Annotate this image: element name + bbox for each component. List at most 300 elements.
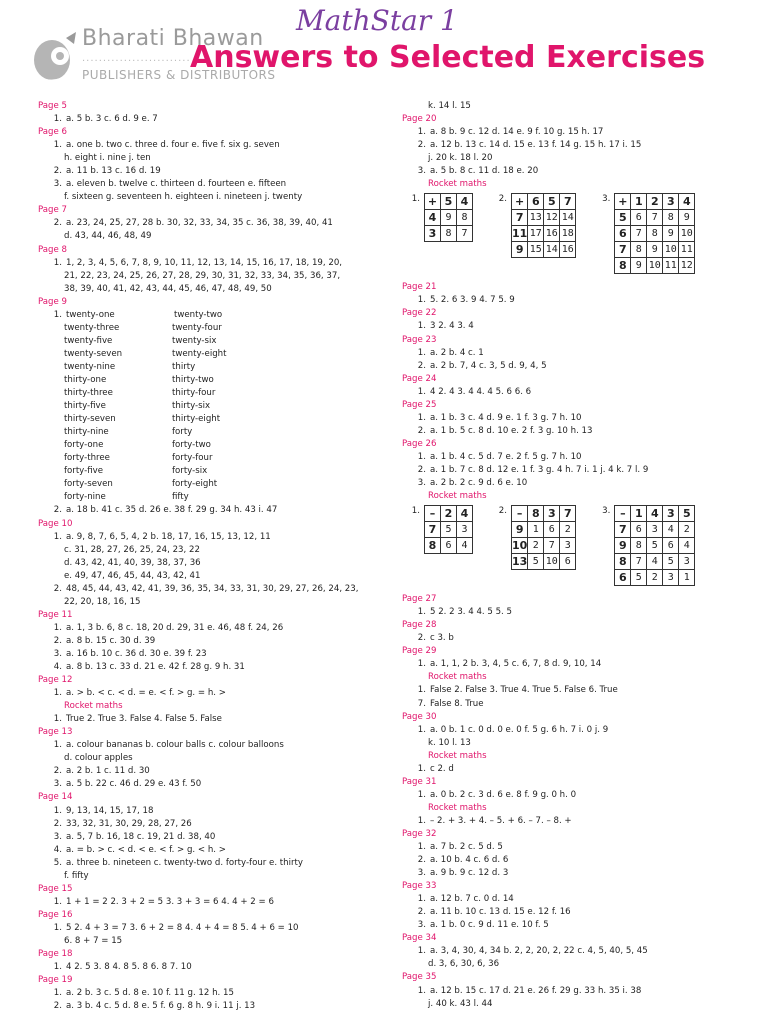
grid-cell: 4 <box>679 538 695 554</box>
answer-line <box>38 113 390 126</box>
answer-text: 4 2. 5 3. 8 4. 8 5. 8 6. 8 7. 10 <box>66 962 192 973</box>
answer-line <box>38 1000 390 1013</box>
answer-text: a. 2 b. 2 c. 9 d. 6 e. 10 <box>430 478 528 489</box>
answer-line <box>402 854 762 867</box>
rocket-maths-heading: Rocket maths <box>428 802 487 813</box>
grid-cell: 2 <box>441 506 457 522</box>
number-name: forty-eight <box>172 479 218 490</box>
number-name: forty-four <box>172 453 213 464</box>
question-number: 3. <box>53 648 62 659</box>
publisher-name: Bharati Bhawan <box>82 26 264 51</box>
grid-cell: 9 <box>441 210 457 226</box>
grid-cell: 4 <box>457 506 473 522</box>
page-heading: Page 34 <box>402 933 437 944</box>
question-number: 3. <box>53 779 62 790</box>
page-heading: Page 33 <box>402 881 437 892</box>
grid-cell: 7 <box>512 210 528 226</box>
grid-cell: 5 <box>647 538 663 554</box>
answer-text: c 3. b <box>430 633 454 644</box>
grid-cell: 1 <box>631 194 647 210</box>
answer-line <box>38 531 390 544</box>
number-name: thirty-three <box>64 388 113 399</box>
answer-line <box>38 165 390 178</box>
grid-cell: 8 <box>615 554 631 570</box>
answer-line <box>402 425 762 438</box>
number-name-pair <box>38 413 390 426</box>
grid-label: 3. <box>602 506 611 517</box>
grid-cell: 12 <box>679 258 695 274</box>
rocket-maths-heading: Rocket maths <box>428 750 487 761</box>
grid-cell: 6 <box>528 194 544 210</box>
answer-line <box>402 126 762 139</box>
page-heading: Page 27 <box>402 594 437 605</box>
number-name: twenty-four <box>172 322 222 333</box>
grid-cell: 16 <box>544 226 560 242</box>
question-number: 1. <box>417 659 426 670</box>
grid-cell: 6 <box>615 570 631 586</box>
grid-cell: 14 <box>544 242 560 258</box>
page-heading: Page 9 <box>38 296 68 307</box>
grid-cell: 11 <box>512 227 528 241</box>
grid-cell: 4 <box>425 210 441 226</box>
answer-continuation: 6. 8 + 7 = 15 <box>64 936 123 946</box>
question-number: 1. <box>53 740 62 751</box>
operation-grid <box>424 505 473 554</box>
answer-continuation: c. 31, 28, 27, 26, 25, 24, 23, 22 <box>64 544 200 555</box>
question-number: 1. <box>417 894 426 905</box>
answer-line <box>38 818 390 831</box>
answer-text: a. colour bananas b. colour balls c. colour balloons <box>66 740 284 751</box>
grid-cell: 8 <box>425 538 441 554</box>
answer-text: 3 2. 4 3. 4 <box>430 321 474 332</box>
page-heading: Page 16 <box>38 909 73 920</box>
grid-cell: 3 <box>679 554 695 570</box>
number-name: thirty-four <box>172 388 216 399</box>
grid-cell: 1 <box>528 522 544 538</box>
answer-text: a. 1 b. 7 c. 8 d. 12 e. 1 f. 3 g. 4 h. 7 i. 1 j. 4 k. 7 l. 9 <box>430 464 649 475</box>
answer-text: 33, 32, 31, 30, 29, 28, 27, 26 <box>66 818 192 829</box>
answer-line <box>402 360 762 373</box>
number-name: thirty-six <box>172 401 211 412</box>
question-number: 1. <box>417 685 426 696</box>
answer-line <box>402 464 762 477</box>
grid-cell: 2 <box>560 522 576 538</box>
grid-cell: 12 <box>544 210 560 226</box>
grid-cell: 8 <box>441 226 457 242</box>
answer-text: a. 1, 1, 2 b. 3, 4, 5 c. 6, 7, 8 d. 9, 10, 14 <box>430 659 602 670</box>
number-name-pair <box>38 452 390 465</box>
answer-text: a. 0 b. 1 c. 0 d. 0 e. 0 f. 5 g. 6 h. 7 i. 0 j. 9 <box>430 724 609 735</box>
page-heading: Page 19 <box>38 975 73 986</box>
number-name: forty-nine <box>64 492 106 503</box>
answer-line <box>402 841 762 854</box>
grid-cell: 11 <box>663 258 679 274</box>
answer-text: a. 0 b. 2 c. 3 d. 6 e. 8 f. 9 g. 0 h. 0 <box>430 789 577 800</box>
number-name: forty-seven <box>64 479 113 490</box>
answer-text: a. 12 b. 7 c. 0 d. 14 <box>430 894 514 905</box>
question-number: 4. <box>53 844 62 855</box>
answer-line <box>38 309 390 322</box>
answer-text: a. 2 b. 7, 4 c. 3, 5 d. 9, 4, 5 <box>430 360 547 371</box>
answer-line <box>38 922 390 935</box>
grid-cell: 7 <box>631 554 647 570</box>
page-heading: Page 13 <box>38 727 73 738</box>
grid-cell: 2 <box>679 522 695 538</box>
grid-cell: – <box>425 506 441 522</box>
grid-cell: + <box>512 194 528 210</box>
answer-line <box>38 635 390 648</box>
answer-text: a. 10 b. 4 c. 6 d. 6 <box>430 855 509 866</box>
question-number: 1. <box>53 531 62 542</box>
answer-line <box>38 765 390 778</box>
answers-column-right <box>402 100 762 1011</box>
answer-line <box>38 831 390 844</box>
grid-cell: 4 <box>457 538 473 554</box>
grid-cell: 4 <box>457 194 473 210</box>
answer-text: 48, 45, 44, 43, 42, 41, 39, 36, 35, 34, 33, 31, 30, 29, 27, 26, 24, 23, <box>66 583 359 594</box>
question-number: 1. <box>417 724 426 735</box>
answer-line <box>402 658 762 671</box>
answer-line <box>38 648 390 661</box>
page-heading: Page 28 <box>402 620 437 631</box>
question-number: 1. <box>53 114 62 125</box>
answer-line <box>402 165 762 178</box>
grid-cell: 4 <box>663 522 679 538</box>
answer-line <box>402 724 762 737</box>
answer-text: – 2. + 3. + 4. – 5. + 6. – 7. – 8. + <box>430 815 572 826</box>
answer-line <box>38 504 390 517</box>
answer-text: a. 5, 7 b. 16, 18 c. 19, 21 d. 38, 40 <box>66 831 216 842</box>
page-heading: Page 25 <box>402 399 437 410</box>
question-number: 2. <box>53 635 62 646</box>
answer-text: a. 16 b. 10 c. 36 d. 30 e. 39 f. 23 <box>66 648 207 659</box>
number-name-pair <box>38 335 390 348</box>
answer-line <box>38 987 390 1000</box>
answer-text: a. 11 b. 13 c. 16 d. 19 <box>66 166 161 177</box>
question-number: 2. <box>53 1001 62 1012</box>
answer-line <box>402 606 762 619</box>
answer-line <box>38 778 390 791</box>
question-number: 1. <box>417 321 426 332</box>
grid-cell: 9 <box>647 242 663 258</box>
question-number: 1. <box>417 386 426 397</box>
answer-text: a. 3, 4, 30, 4, 34 b. 2, 2, 20, 2, 22 c. 4, 5, 40, 5, 45 <box>430 946 648 957</box>
answer-text: a. 9 b. 9 c. 12 d. 3 <box>430 868 509 879</box>
rocket-maths-heading: Rocket maths <box>64 701 123 712</box>
grid-label: 3. <box>602 194 611 205</box>
question-number: 2. <box>417 425 426 436</box>
question-number: 1. <box>417 347 426 358</box>
answer-line <box>402 867 762 880</box>
grid-cell: + <box>425 194 441 210</box>
page-heading: Page 30 <box>402 711 437 722</box>
answer-continuation: d. 43, 44, 46, 48, 49 <box>64 231 152 242</box>
answer-text: 1, 2, 3, 4, 5, 6, 7, 8, 9, 10, 11, 12, 13, 14, 15, 16, 17, 18, 19, 20, <box>66 257 343 268</box>
question-number: 2. <box>53 766 62 777</box>
answer-line <box>402 906 762 919</box>
page-heading: Page 21 <box>402 282 437 293</box>
answer-line <box>38 661 390 674</box>
grid-cell: 6 <box>663 538 679 554</box>
answer-line <box>402 632 762 645</box>
number-name-pair <box>38 439 390 452</box>
grid-cell: 4 <box>647 554 663 570</box>
answer-line <box>402 893 762 906</box>
answer-line <box>38 257 390 270</box>
number-name: thirty-five <box>64 401 106 412</box>
page-heading: Page 10 <box>38 518 73 529</box>
grid-cell: 7 <box>560 194 576 210</box>
answer-continuation: j. 20 k. 18 l. 20 <box>428 153 493 164</box>
grid-cell: 9 <box>663 226 679 242</box>
grid-cell: 5 <box>441 522 457 538</box>
number-name: twenty-six <box>172 335 217 346</box>
number-name-pair <box>38 426 390 439</box>
answer-text: a. 5 b. 22 c. 46 d. 29 e. 43 f. 50 <box>66 779 202 790</box>
page-heading: Page 8 <box>38 244 68 255</box>
answer-text: a. > b. < c. < d. = e. < f. > g. = h. > <box>66 688 226 699</box>
answer-line <box>38 713 390 726</box>
answer-text: twenty-two <box>174 309 223 320</box>
answer-line <box>402 919 762 932</box>
question-number: 1. <box>53 896 62 907</box>
answer-text: 5 2. 2 3. 4 4. 5 5. 5 <box>430 607 512 618</box>
answer-line <box>402 386 762 399</box>
number-name: twenty-five <box>64 335 113 346</box>
page-heading: Page 31 <box>402 776 437 787</box>
answer-text: a. eleven b. twelve c. thirteen d. fourteen e. fifteen <box>66 179 287 190</box>
grid-cell: 2 <box>528 538 544 554</box>
grid-cell: 6 <box>441 538 457 554</box>
page-heading: Page 35 <box>402 972 437 983</box>
answer-line <box>38 178 390 191</box>
number-name: forty-three <box>64 453 110 464</box>
question-number: 1. <box>53 962 62 973</box>
question-number: 3. <box>53 831 62 842</box>
answer-continuation: k. 14 l. 15 <box>428 101 471 111</box>
question-number: 3. <box>417 920 426 931</box>
grid-label: 1. <box>411 194 420 205</box>
answer-line <box>402 294 762 307</box>
answer-text: a. 2 b. 3 c. 5 d. 8 e. 10 f. 11 g. 12 h. 15 <box>66 988 234 999</box>
number-name: thirty-two <box>172 374 214 385</box>
number-name: twenty-seven <box>64 348 123 359</box>
number-name: forty-six <box>172 466 208 477</box>
grid-cell: 9 <box>512 242 528 258</box>
question-number: 2. <box>417 633 426 644</box>
question-number: 1. <box>417 295 426 306</box>
page-heading: Page 20 <box>402 114 437 125</box>
page-header <box>0 0 768 100</box>
answers-column-left <box>38 100 390 1013</box>
grid-cell: 3 <box>663 506 679 522</box>
page-heading: Page 22 <box>402 308 437 319</box>
question-number: 2. <box>53 166 62 177</box>
answer-text: a. 18 b. 41 c. 35 d. 26 e. 38 f. 29 g. 34 h. 43 i. 47 <box>66 505 278 516</box>
answer-line <box>402 789 762 802</box>
answer-text: a. three b. nineteen c. twenty-two d. forty-four e. thirty <box>66 857 303 868</box>
grid-cell: 8 <box>663 210 679 226</box>
page-heading: Page 7 <box>38 205 68 216</box>
answer-line <box>38 857 390 870</box>
question-number: 1. <box>417 127 426 138</box>
grid-cell: 8 <box>528 506 544 522</box>
grid-cell: 7 <box>631 226 647 242</box>
grid-cell: 10 <box>679 226 695 242</box>
number-name: twenty-nine <box>64 361 116 372</box>
grid-cell: 13 <box>512 555 528 569</box>
number-name-pair <box>38 348 390 361</box>
grid-cell: 3 <box>425 226 441 242</box>
grid-cell: 3 <box>544 506 560 522</box>
number-name: thirty <box>172 361 196 372</box>
answer-text: 4 2. 4 3. 4 4. 4 5. 6 6. 6 <box>430 386 532 397</box>
grid-cell: 9 <box>512 522 528 538</box>
grid-cell: 7 <box>560 506 576 522</box>
grid-cell: 13 <box>528 210 544 226</box>
grid-cell: 7 <box>457 226 473 242</box>
answer-line <box>402 945 762 958</box>
number-name: thirty-eight <box>172 414 221 425</box>
grid-cell: 6 <box>631 210 647 226</box>
grid-cell: 2 <box>647 570 663 586</box>
question-number: 1. <box>53 309 62 320</box>
page-heading: Page 26 <box>402 438 437 449</box>
grid-cell: 7 <box>647 210 663 226</box>
page-heading: Page 6 <box>38 127 68 138</box>
grid-cell: – <box>512 506 528 522</box>
grid-cell: 9 <box>679 210 695 226</box>
answer-line <box>402 477 762 490</box>
grid-cell: 1 <box>679 570 695 586</box>
grid-cell: – <box>615 506 631 522</box>
question-number: 1. <box>53 140 62 151</box>
answer-text: a. 2 b. 1 c. 11 d. 30 <box>66 766 150 777</box>
question-number: 1. <box>53 805 62 816</box>
page-heading: Page 29 <box>402 646 437 657</box>
number-name: forty-one <box>64 440 104 451</box>
question-number: 7. <box>417 698 426 709</box>
answer-text: a. 23, 24, 25, 27, 28 b. 30, 32, 33, 34, 35 c. 36, 38, 39, 40, 41 <box>66 218 333 229</box>
answer-continuation: j. 40 k. 43 l. 44 <box>428 998 493 1009</box>
question-number: 1. <box>417 412 426 423</box>
grid-cell: 7 <box>615 242 631 258</box>
question-number: 2. <box>53 505 62 516</box>
grid-cell: 4 <box>679 194 695 210</box>
grid-cell: 3 <box>663 194 679 210</box>
answer-line <box>402 763 762 776</box>
answer-line <box>38 961 390 974</box>
question-number: 3. <box>417 166 426 177</box>
answer-text: a. 8 b. 9 c. 12 d. 14 e. 9 f. 10 g. 15 h. 17 <box>430 127 604 138</box>
grid-cell: 18 <box>560 226 576 242</box>
grid-cell: 6 <box>631 522 647 538</box>
answer-text: twenty-one <box>66 309 115 320</box>
rocket-maths-heading: Rocket maths <box>428 672 487 683</box>
grid-cell: 5 <box>528 554 544 570</box>
question-number: 1. <box>53 922 62 933</box>
answer-text: a. 1 b. 3 c. 4 d. 9 e. 1 f. 3 g. 7 h. 10 <box>430 412 582 423</box>
answer-text: False 8. True <box>430 698 484 709</box>
answer-text: a. 3 b. 4 c. 5 d. 8 e. 5 f. 6 g. 8 h. 9 i. 11 j. 13 <box>66 1001 256 1012</box>
question-number: 1. <box>53 688 62 699</box>
operation-grid <box>511 193 576 258</box>
grid-cell: 6 <box>544 522 560 538</box>
page-heading: Page 14 <box>38 792 73 803</box>
question-number: 1. <box>53 257 62 268</box>
number-name: forty-five <box>64 466 104 477</box>
answer-continuation: f. sixteen g. seventeen h. eighteen i. nineteen j. twenty <box>64 192 303 203</box>
answer-text: a. one b. two c. three d. four e. five f. six g. seven <box>66 140 280 151</box>
question-number: 2. <box>53 818 62 829</box>
grid-cell: 3 <box>560 538 576 554</box>
answer-line <box>402 320 762 333</box>
rocket-maths-grids <box>402 505 762 593</box>
number-name-pair <box>38 465 390 478</box>
publisher-subtitle: PUBLISHERS & DISTRIBUTORS <box>82 68 276 82</box>
answer-text: a. = b. > c. < d. < e. < f. > g. < h. > <box>66 844 226 855</box>
page-heading: Page 24 <box>402 373 437 384</box>
answer-text: a. 5 b. 8 c. 11 d. 18 e. 20 <box>430 166 539 177</box>
answer-continuation: d. 3, 6, 30, 6, 36 <box>428 959 500 970</box>
grid-cell: 1 <box>631 506 647 522</box>
rocket-maths-heading: Rocket maths <box>428 491 487 502</box>
grid-cell: 3 <box>647 522 663 538</box>
operation-grid <box>614 505 695 586</box>
grid-cell: 3 <box>457 522 473 538</box>
grid-cell: 5 <box>544 194 560 210</box>
grid-cell: 7 <box>544 538 560 554</box>
number-name-pair <box>38 322 390 335</box>
answer-text: a. 12 b. 15 c. 17 d. 21 e. 26 f. 29 g. 33 h. 35 i. 38 <box>430 985 642 996</box>
rocket-maths-heading: Rocket maths <box>428 179 487 190</box>
question-number: 1. <box>53 714 62 725</box>
grid-cell: 7 <box>615 522 631 538</box>
answer-text: a. 7 b. 2 c. 5 d. 5 <box>430 842 503 853</box>
page-heading: Page 12 <box>38 675 73 686</box>
grid-cell: 4 <box>647 506 663 522</box>
publisher-logo-icon <box>30 30 80 85</box>
question-number: 2. <box>417 140 426 151</box>
answer-text: 5. 2. 6 3. 9 4. 7 5. 9 <box>430 295 515 306</box>
grid-label: 2. <box>498 506 507 517</box>
operation-grid <box>424 193 473 242</box>
number-name-pair <box>38 387 390 400</box>
question-number: 3. <box>417 868 426 879</box>
grid-cell: 6 <box>615 226 631 242</box>
answer-continuation: 22, 20, 18, 16, 15 <box>64 596 141 607</box>
answer-continuation: e. 49, 47, 46, 45, 44, 43, 42, 41 <box>64 570 201 581</box>
number-name: thirty-one <box>64 374 107 385</box>
number-name-pair <box>38 361 390 374</box>
answer-line <box>402 451 762 464</box>
grid-cell: 5 <box>679 506 695 522</box>
answer-text: True 2. True 3. False 4. False 5. False <box>66 714 222 725</box>
grid-cell: 9 <box>631 258 647 274</box>
number-name-pair <box>38 374 390 387</box>
grid-cell: 17 <box>528 226 544 242</box>
number-name: forty <box>172 427 193 438</box>
operation-grid <box>614 193 695 274</box>
answer-line <box>38 739 390 752</box>
answer-line <box>38 805 390 818</box>
grid-cell: 5 <box>631 570 647 586</box>
answer-text: False 2. False 3. True 4. True 5. False 6. True <box>430 685 618 696</box>
number-name: twenty-three <box>64 322 120 333</box>
answer-line <box>38 896 390 909</box>
grid-cell: 11 <box>679 242 695 258</box>
answer-text: a. 8 b. 15 c. 30 d. 39 <box>66 635 156 646</box>
